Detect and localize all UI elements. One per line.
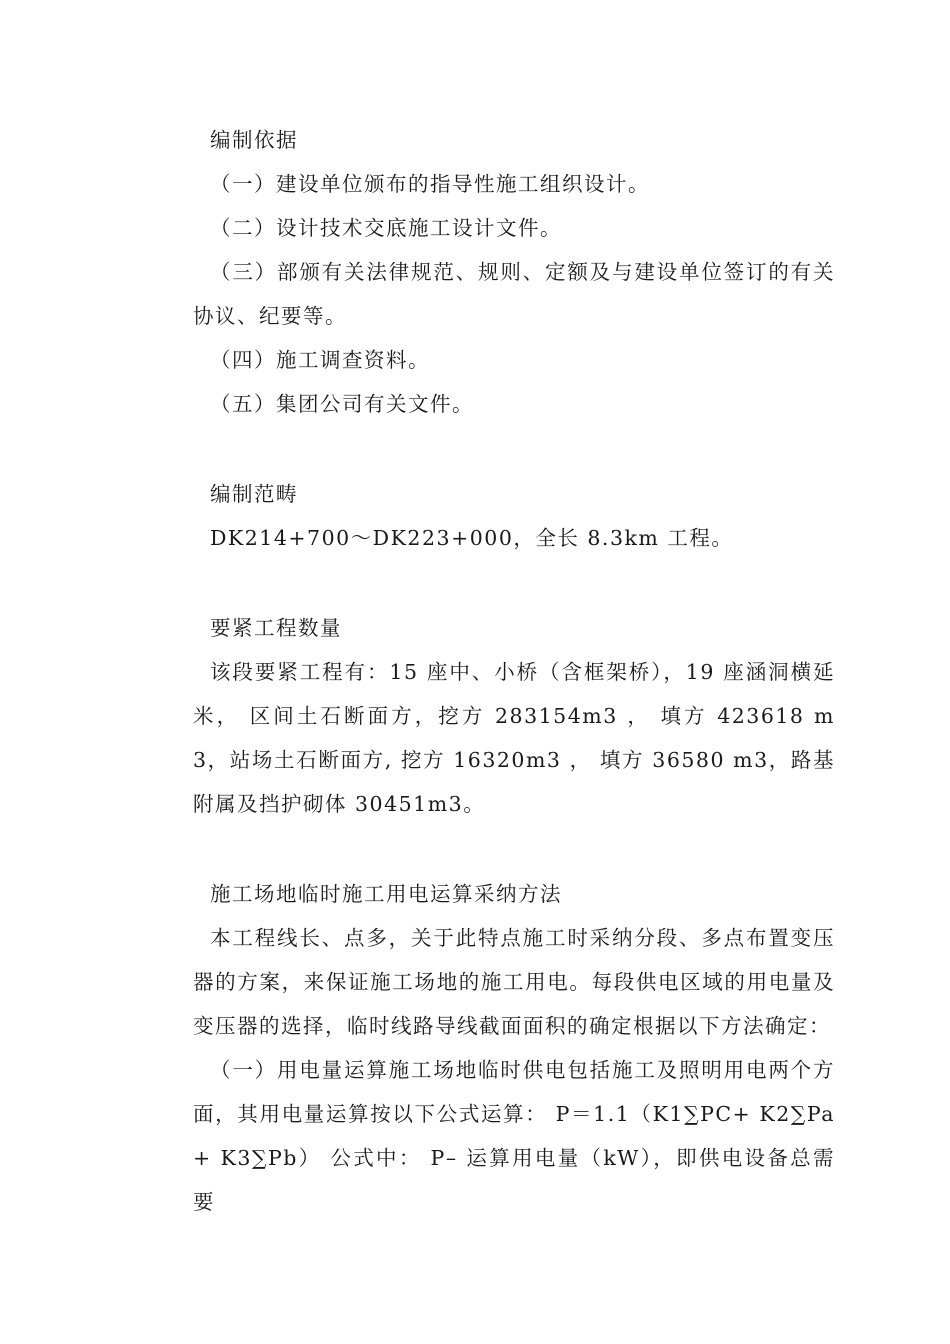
section-heading-scope: 编制范畴 <box>210 482 298 506</box>
paragraph: （五）集团公司有关文件。 <box>210 392 474 416</box>
section-heading-quantities: 要紧工程数量 <box>210 616 342 640</box>
paragraph: （一）用电量运算施工场地临时供电包括施工及照明用电两个方面，其用电量运算按以下公式运算： P＝1.1（K1∑PC+ K2∑Pa+ K3∑Pb） 公式中： P– 运算用电量（kW），即供电设备总需要 <box>193 1058 835 1214</box>
paragraph: （四）施工调查资料。 <box>210 348 430 372</box>
paragraph: 本工程线长、点多，关于此特点施工时采纳分段、多点布置变压器的方案，来保证施工场地的施工用电。每段供电区域的用电量及变压器的选择，临时线路导线截面面积的确定根据以下方法确定： <box>193 926 835 1038</box>
document-body <box>193 118 835 1224</box>
paragraph: （三）部颁有关法律规范、规则、定额及与建设单位签订的有关协议、纪要等。 <box>193 260 835 328</box>
paragraph: （一）建设单位颁布的指导性施工组织设计。 <box>210 172 650 196</box>
section-heading-basis: 编制依据 <box>210 128 298 152</box>
paragraph: DK214+700～DK223+000，全长 8.3km 工程。 <box>210 526 734 550</box>
paragraph: （二）设计技术交底施工设计文件。 <box>210 216 562 240</box>
section-heading-power-method: 施工场地临时施工用电运算采纳方法 <box>210 882 562 906</box>
paragraph: 该段要紧工程有：15 座中、小桥（含框架桥），19 座涵洞横延米， 区间土石断面方，挖方 283154m3 ， 填方 423618 m3，站场土石断面方, 挖方 16320m3 ， 填方 36580 m3，路基附属及挡护砌体 30451m3。 <box>193 660 835 816</box>
